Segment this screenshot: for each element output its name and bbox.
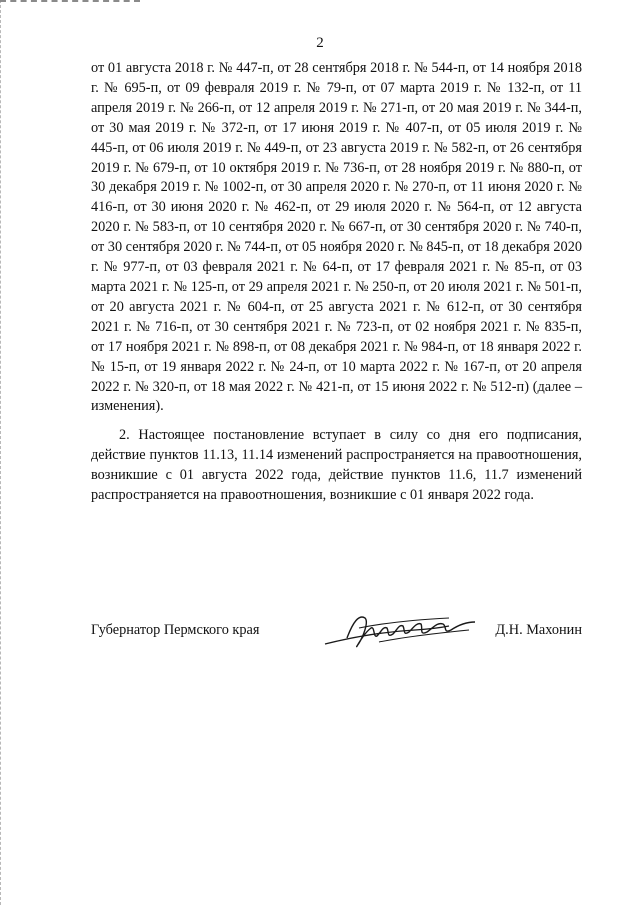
scan-edge-mark xyxy=(0,0,3,905)
paragraph-effective-date: 2. Настоящее постановление вступает в силу со дня его подписания, действие пунктов 11.13, 11.14 изменений распространяется на правоотношения, возникшие с 01 августа 2022 года, действие пунктов 11.6, 11.7 изменений распространяется на правоотношения, возникшие с 01 января 2022 года. xyxy=(91,427,582,504)
document-body xyxy=(91,59,582,506)
signature-block xyxy=(91,620,582,660)
handwritten-signature xyxy=(319,608,519,654)
paragraph-amendments-list: от 01 августа 2018 г. № 447-п, от 28 сентября 2018 г. № 544-п, от 14 ноября 2018 г. № 695-п, от 09 февраля 2019 г. № 79-п, от 07 марта 2019 г. № 132-п, от 11 апреля 2019 г. № 266-п, от 12 апреля 2019 г. № 271-п, от 20 мая 2019 г. № 344-п, от 30 мая 2019 г. № 372-п, от 17 июня 2019 г. № 407-п, от 05 июля 2019 г. № 445-п, от 06 июля 2019 г. № 449-п, от 23 августа 2019 г. № 582-п, от 26 сентября 2019 г. № 679-п, от 10 октября 2019 г. № 736-п, от 28 ноября 2019 г. № 880-п, от 30 декабря 2019 г. № 1002-п, от 30 апреля 2020 г. № 270-п, от 11 июня 2020 г. № 416-п, от 30 июня 2020 г. № 462-п, от 29 июля 2020 г. № 564-п, от 12 августа 2020 г. № 583-п, от 10 сентября 2020 г. № 667-п, от 30 сентября 2020 г. № 740-п, от 30 сентября 2020 г. № 744-п, от 05 ноября 2020 г. № 845-п, от 18 декабря 2020 г. № 977-п, от 03 февраля 2021 г. № 64-п, от 17 февраля 2021 г. № 85-п, от 03 марта 2021 г. № 125-п, от 29 апреля 2021 г. № 250-п, от 20 июля 2021 г. № 501-п, от 20 августа 2021 г. № 604-п, от 25 августа 2021 г. № 612-п, от 30 сентября 2021 г. № 716-п, от 30 сентября 2021 г. № 723-п, от 02 ноября 2021 г. № 835-п, от 17 ноября 2021 г. № 898-п, от 08 декабря 2021 г. № 984-п, от 18 января 2022 г. № 15-п, от 19 января 2022 г. № 24-п, от 10 марта 2022 г. № 167-п, от 20 апреля 2022 г. № 320-п, от 18 мая 2022 г. № 421-п, от 15 июня 2022 г. № 512-п) (далее – изменения). xyxy=(91,60,582,415)
signer-name: Д.Н. Махонин xyxy=(495,622,582,638)
scan-top-mark xyxy=(0,0,140,4)
page-number: 2 xyxy=(316,35,324,51)
signer-position: Губернатор Пермского края xyxy=(91,622,260,638)
